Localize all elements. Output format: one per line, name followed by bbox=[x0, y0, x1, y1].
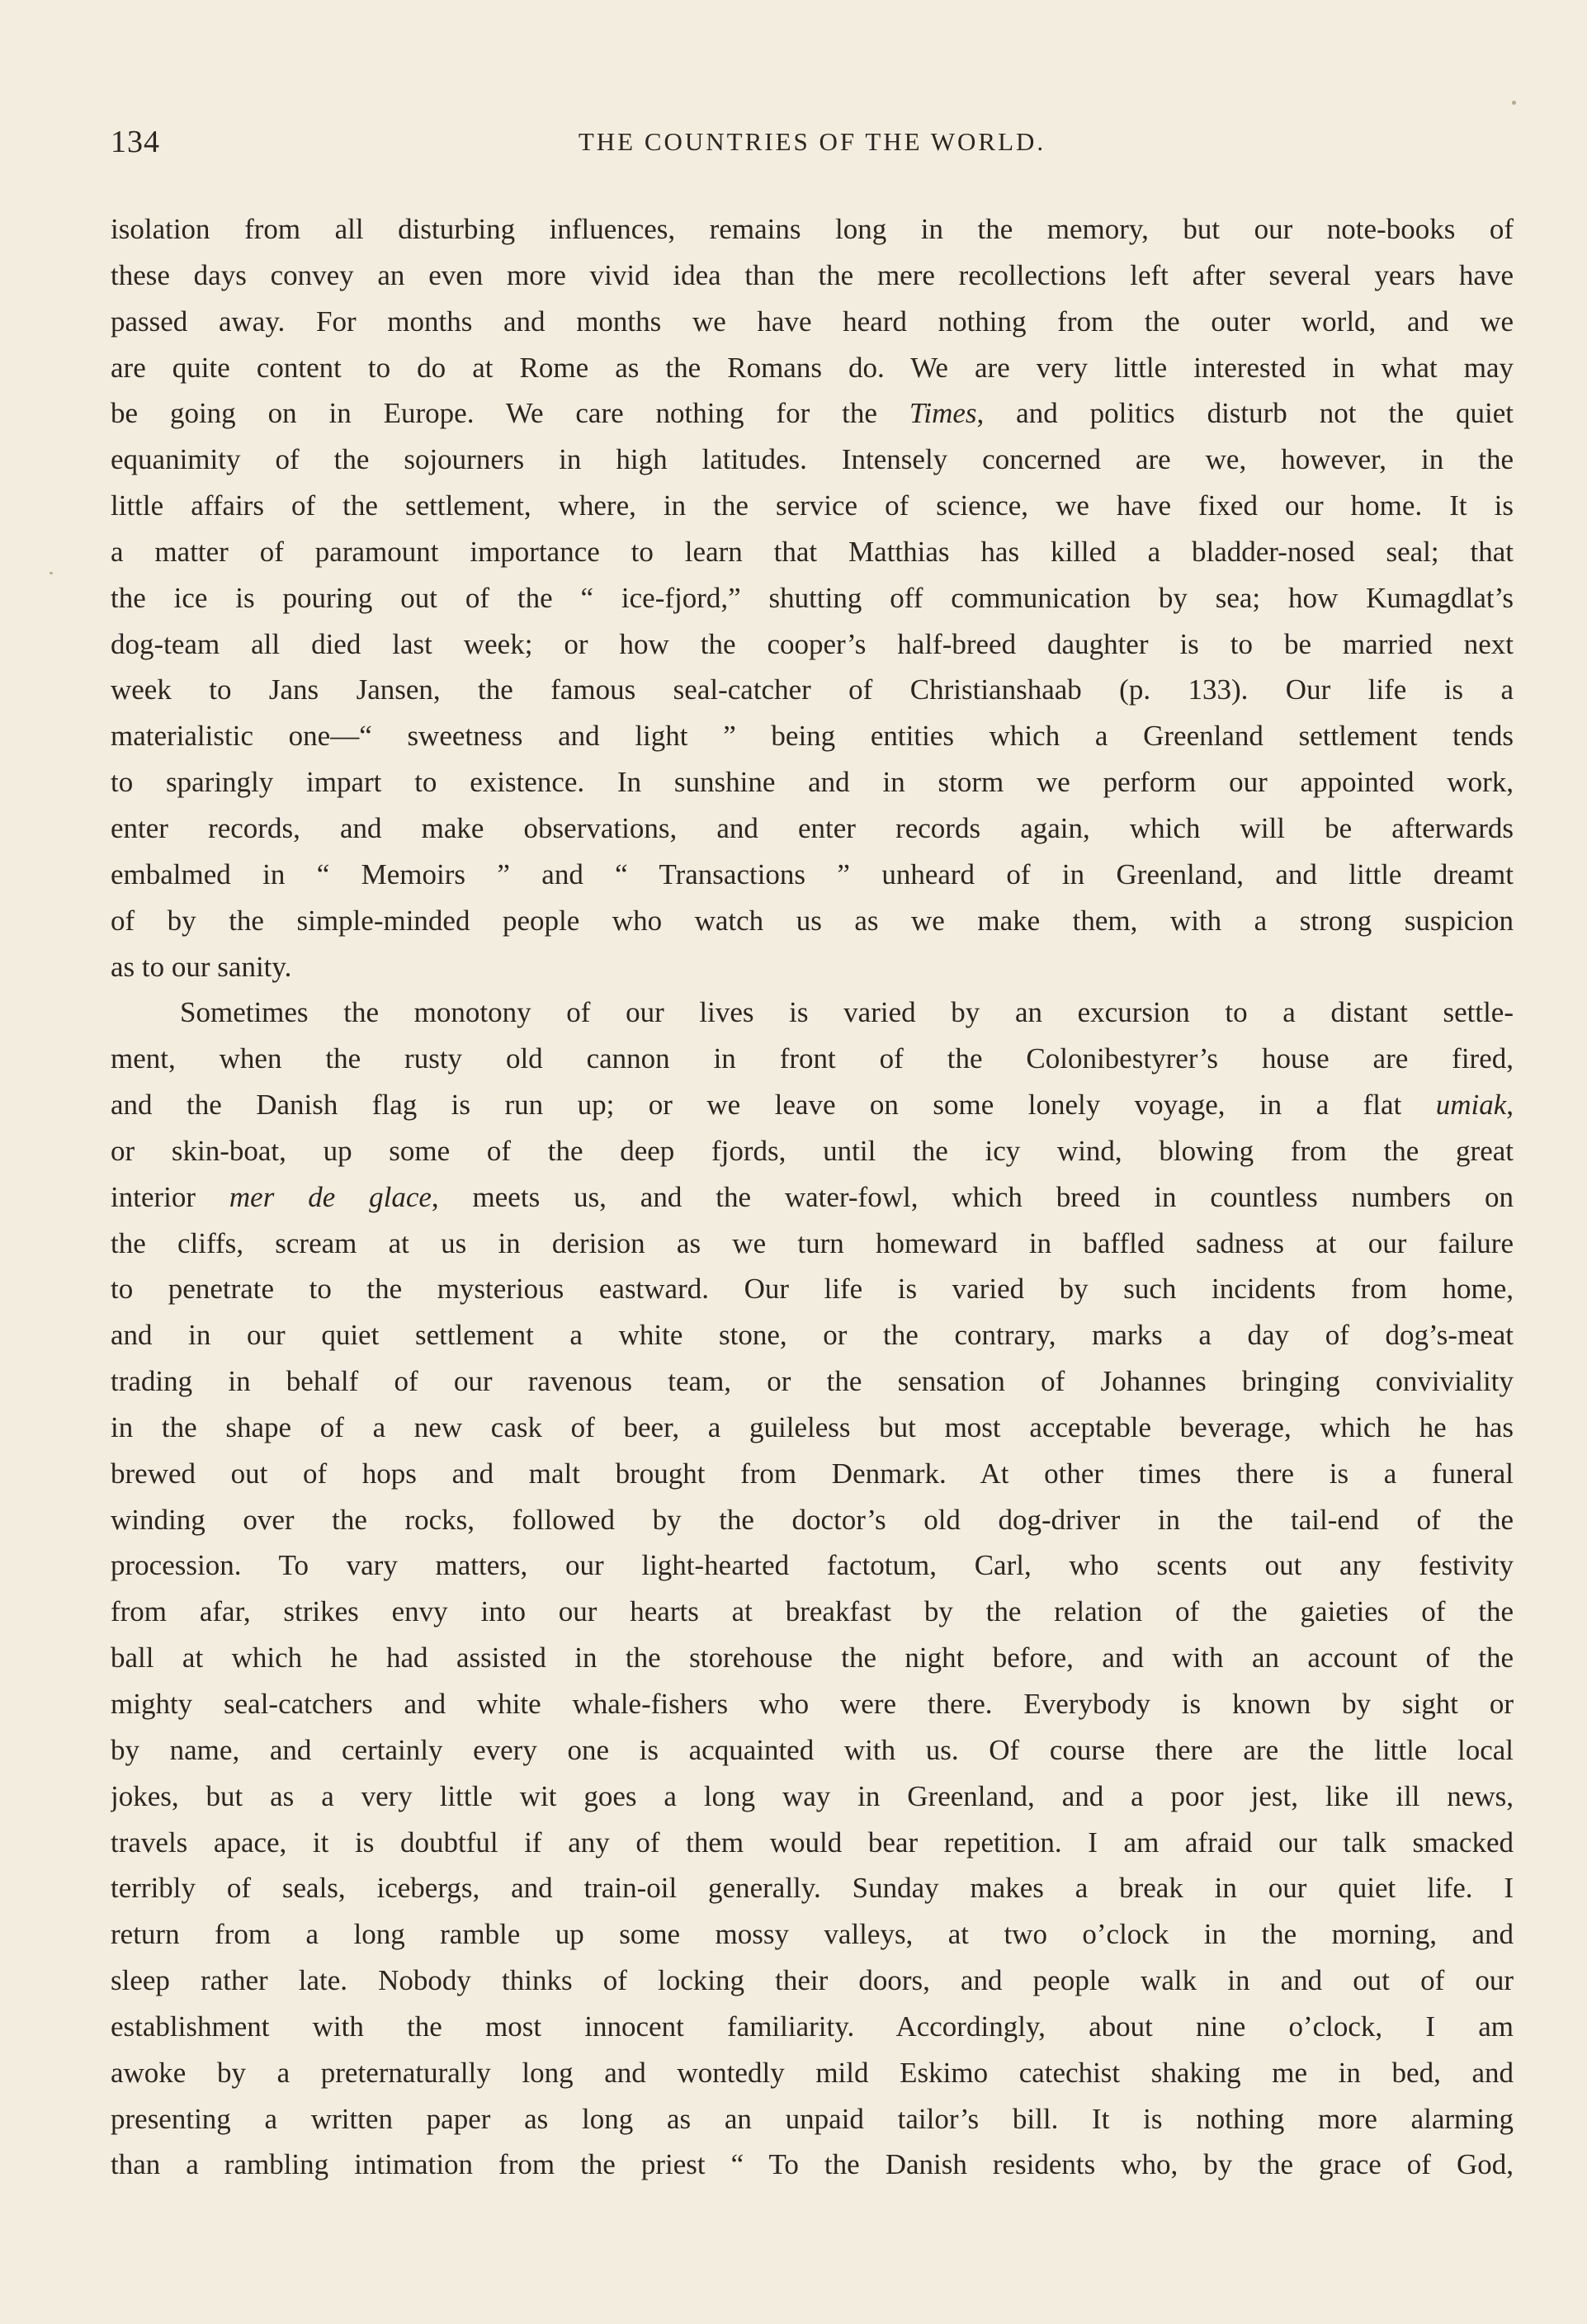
running-head: THE COUNTRIES OF THE WORLD. bbox=[578, 127, 1046, 156]
text-line: Sometimes the monotony of our lives is varied by an excursion to a distant settle- bbox=[180, 996, 1514, 1029]
text-line: the ice is pouring out of the “ ice-fjord,” shutting off communication by sea; how Kumagdlat’s bbox=[111, 581, 1514, 614]
text-line: from afar, strikes envy into our hearts at breakfast by the relation of the gaieties of the bbox=[111, 1595, 1514, 1628]
text-line: enter records, and make observations, and enter records again, which will be afterwards bbox=[111, 811, 1514, 844]
text-line: mighty seal-catchers and white whale-fishers who were there. Everybody is known by sight or bbox=[111, 1688, 1514, 1720]
text-line: of by the simple-minded people who watch us as we make them, with a strong suspicion bbox=[111, 904, 1514, 937]
text-line: trading in behalf of our ravenous team, or the sensation of Johannes bringing conviviality bbox=[111, 1365, 1514, 1398]
text-line: awoke by a preternaturally long and wontedly mild Eskimo catechist shaking me in bed, and bbox=[111, 2056, 1514, 2089]
paper-speck bbox=[1512, 101, 1516, 105]
text-line: terribly of seals, icebergs, and train-oil generally. Sunday makes a break in our quiet life. I bbox=[111, 1872, 1514, 1905]
text-line: establishment with the most innocent familiarity. Accordingly, about nine o’clock, I am bbox=[111, 2010, 1514, 2043]
page-number: 134 bbox=[111, 125, 160, 159]
text-line: passed away. For months and months we have heard nothing from the outer world, and we bbox=[111, 305, 1514, 338]
text-line: dog-team all died last week; or how the cooper’s half-breed daughter is to be married next bbox=[111, 627, 1514, 660]
text-line: procession. To vary matters, our light-hearted factotum, Carl, who scents out any festivity bbox=[111, 1549, 1514, 1582]
paper-speck bbox=[50, 572, 53, 574]
text-line: equanimity of the sojourners in high latitudes. Intensely concerned are we, however, in the bbox=[111, 443, 1514, 476]
text-line: embalmed in “ Memoirs ” and “ Transactions ” unheard of in Greenland, and little dreamt bbox=[111, 857, 1514, 890]
text-line: presenting a written paper as long as an unpaid tailor’s bill. It is nothing more alarming bbox=[111, 2102, 1514, 2135]
italic-term: Times bbox=[909, 397, 977, 430]
text-line: ment, when the rusty old cannon in front of the Colonibestyrer’s house are fired, bbox=[111, 1042, 1514, 1075]
text-line: in the shape of a new cask of beer, a guileless but most acceptable beverage, which he has bbox=[111, 1410, 1514, 1443]
text-line: jokes, but as a very little wit goes a long way in Greenland, and a poor jest, like ill news, bbox=[111, 1779, 1514, 1812]
page-header bbox=[111, 124, 1514, 167]
text-line: or skin-boat, up some of the deep fjords, until the icy wind, blowing from the great bbox=[111, 1134, 1514, 1167]
text-line: as to our sanity. bbox=[111, 950, 292, 983]
text-line: isolation from all disturbing influences, remains long in the memory, but our note-books of bbox=[111, 213, 1514, 245]
text-line: little affairs of the settlement, where, in the service of science, we have fixed our home. It is bbox=[111, 489, 1514, 522]
text-line: to sparingly impart to existence. In sunshine and in storm we perform our appointed work, bbox=[111, 766, 1514, 799]
text-line: be going on in Europe. We care nothing for the Times, and politics disturb not the quiet bbox=[111, 397, 1514, 430]
text-line: sleep rather late. Nobody thinks of locking their doors, and people walk in and out of our bbox=[111, 1964, 1514, 1997]
text-line: and in our quiet settlement a white stone, or the contrary, marks a day of dog’s-meat bbox=[111, 1319, 1514, 1352]
text-line: by name, and certainly every one is acquainted with us. Of course there are the little local bbox=[111, 1733, 1514, 1766]
text-line: winding over the rocks, followed by the doctor’s old dog-driver in the tail-end of the bbox=[111, 1503, 1514, 1536]
italic-term: umiak bbox=[1435, 1089, 1507, 1122]
text-line: ball at which he had assisted in the storehouse the night before, and with an account of the bbox=[111, 1641, 1514, 1675]
body-text bbox=[111, 206, 1514, 2188]
text-line: materialistic one—“ sweetness and light ” being entities which a Greenland settlement tends bbox=[111, 720, 1514, 753]
text-line: and the Danish flag is run up; or we leave on some lonely voyage, in a flat umiak, bbox=[111, 1089, 1514, 1122]
text-line: interior mer de glace, meets us, and the water-fowl, which breed in countless numbers on bbox=[111, 1180, 1514, 1213]
text-line: than a rambling intimation from the priest “ To the Danish residents who, by the grace of God, bbox=[111, 2148, 1514, 2181]
text-line: return from a long ramble up some mossy valleys, at two o’clock in the morning, and bbox=[111, 1918, 1514, 1951]
text-line: are quite content to do at Rome as the Romans do. We are very little interested in what may bbox=[111, 351, 1514, 384]
text-line: the cliffs, scream at us in derision as we turn homeward in baffled sadness at our failure bbox=[111, 1226, 1514, 1259]
text-line: travels apace, it is doubtful if any of them would bear repetition. I am afraid our talk smacked bbox=[111, 1826, 1514, 1859]
text-line: a matter of paramount importance to learn that Matthias has killed a bladder-nosed seal; that bbox=[111, 535, 1514, 568]
text-line: to penetrate to the mysterious eastward. Our life is varied by such incidents from home, bbox=[111, 1273, 1514, 1306]
text-line: brewed out of hops and malt brought from Denmark. At other times there is a funeral bbox=[111, 1457, 1514, 1490]
italic-term: mer de glace bbox=[229, 1180, 432, 1213]
text-line: these days convey an even more vivid idea than the mere recollections left after several years have bbox=[111, 258, 1514, 291]
text-line: week to Jans Jansen, the famous seal-catcher of Christianshaab (p. 133). Our life is a bbox=[111, 673, 1514, 706]
